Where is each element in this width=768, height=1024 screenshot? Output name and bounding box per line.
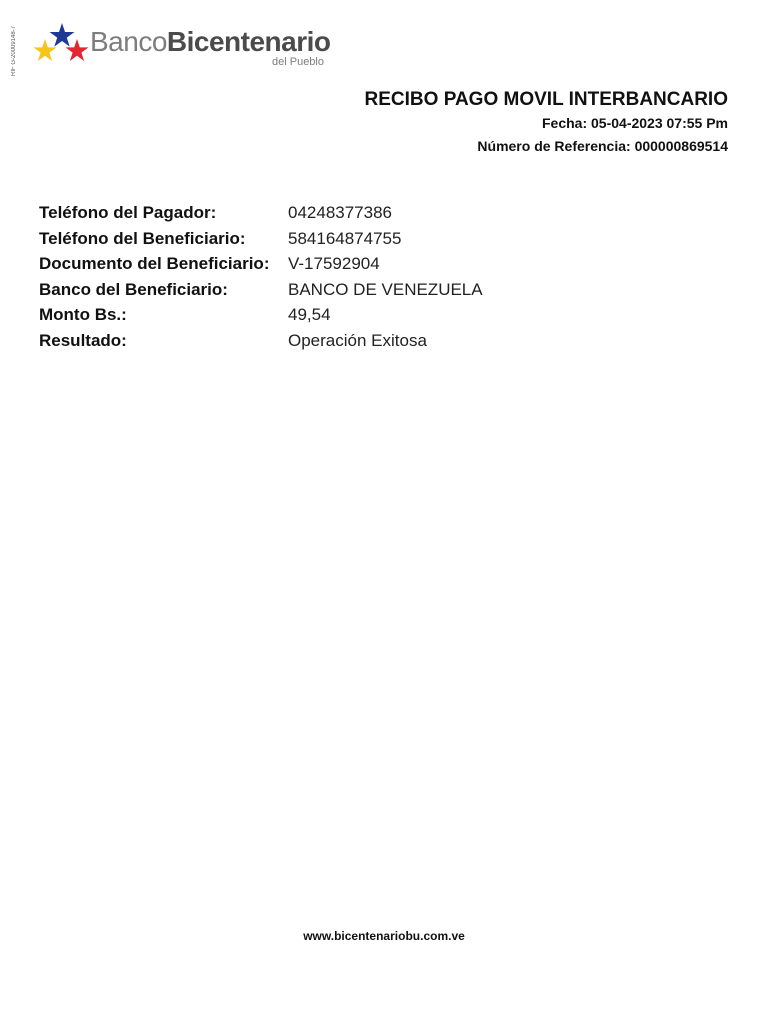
- detail-value: 04248377386: [288, 203, 393, 222]
- receipt-header: [365, 88, 728, 158]
- bank-name-word1: Banco: [90, 26, 167, 57]
- payment-details: [39, 200, 729, 354]
- detail-value: V-17592904: [288, 254, 380, 274]
- red-star-icon: [66, 39, 89, 61]
- receipt-reference: Número de Referencia: 000000869514: [477, 138, 728, 154]
- logo-stars-icon: [33, 22, 91, 66]
- detail-row-beneficiary-document: [39, 251, 729, 277]
- detail-label: Teléfono del Pagador:: [39, 203, 217, 222]
- footer-website: www.bicentenariobu.com.ve: [303, 929, 465, 943]
- yellow-star-icon: [34, 39, 57, 61]
- bank-logo: [33, 22, 353, 74]
- detail-label: Resultado:: [39, 330, 127, 350]
- receipt-date: Fecha: 05-04-2023 07:55 Pm: [542, 115, 728, 131]
- bank-name-word2: Bicentenario: [166, 26, 331, 57]
- detail-value: 584164874755: [288, 228, 402, 248]
- detail-row-result: [39, 328, 729, 354]
- detail-row-beneficiary-phone: [39, 226, 729, 252]
- detail-value: Operación Exitosa: [288, 330, 427, 350]
- detail-value: BANCO DE VENEZUELA: [288, 279, 483, 299]
- detail-label: Banco del Beneficiario:: [39, 279, 228, 299]
- detail-row-amount: [39, 302, 729, 328]
- bank-tagline: del Pueblo: [272, 56, 324, 68]
- detail-label: Monto Bs.:: [39, 305, 127, 325]
- rif-side-text: RIF G-20009148-7: [11, 25, 17, 76]
- detail-label: Documento del Beneficiario:: [39, 254, 270, 274]
- bank-name: [90, 26, 331, 58]
- detail-row-payer-phone: [39, 200, 729, 226]
- detail-label: Teléfono del Beneficiario:: [39, 228, 246, 248]
- detail-row-beneficiary-bank: [39, 277, 729, 303]
- detail-value: 49,54: [288, 305, 331, 325]
- receipt-title: RECIBO PAGO MOVIL INTERBANCARIO: [364, 89, 728, 110]
- blue-star-icon: [50, 23, 75, 47]
